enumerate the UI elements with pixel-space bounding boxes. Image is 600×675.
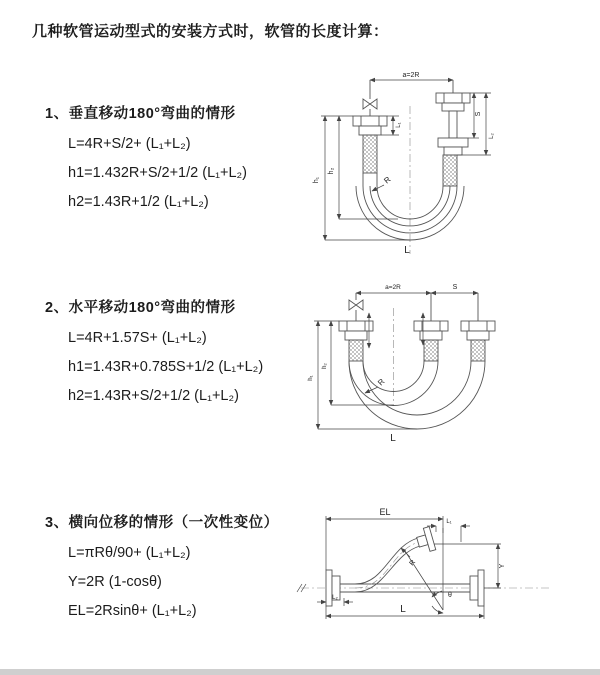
dim-label-h1: h₁ — [308, 375, 314, 381]
page-title: 几种软管运动型式的安装方式时，软管的长度计算： — [32, 23, 389, 40]
left-pipe-assembly — [353, 116, 387, 186]
diagram-horizontal-180-bend — [303, 278, 533, 463]
dim-label-r: R — [376, 377, 387, 388]
dim-label-s: S — [475, 111, 482, 117]
dim-label-el: EL — [379, 507, 391, 517]
dim-label-l2: L₂ — [332, 595, 338, 601]
dim-label-r: R — [408, 558, 418, 568]
right-pipe-assembly — [436, 93, 470, 186]
section-2-formula-h2: h2=1.43R+S/2+1/2 (L₁+L₂) — [68, 388, 239, 404]
section-2 — [45, 296, 263, 404]
section-1-heading: 1、垂直移动180°弯曲的情形 — [45, 106, 236, 122]
dim-label-a2r: a=2R — [385, 284, 401, 291]
dim-label-a2r: a=2R — [402, 72, 420, 79]
page-bottom-edge — [0, 669, 600, 675]
section-1-formula-h1: h1=1.432R+S/2+1/2 (L₁+L₂) — [68, 165, 248, 181]
dim-label-l-total: L — [404, 245, 410, 256]
dim-label-s: S — [452, 284, 458, 291]
section-3-formula-y: Y=2R (1-cosθ) — [68, 574, 162, 590]
right-flange-assembly — [470, 570, 484, 606]
dim-label-y: Y — [499, 563, 506, 569]
section-3 — [45, 511, 279, 619]
dim-label-l2: L₂ — [489, 133, 495, 139]
diagram-vertical-180-bend — [303, 68, 528, 258]
section-3-formula-length: L=πRθ/90+ (L₁+L₂) — [68, 545, 191, 561]
dim-label-h2: h₂ — [328, 167, 335, 175]
section-3-formula-el: EL=2Rsinθ+ (L₁+L₂) — [68, 603, 197, 619]
section-1-formula-length: L=4R+S/2+ (L₁+L₂) — [68, 136, 191, 152]
section-2-formula-h1: h1=1.43R+0.785S+1/2 (L₁+L₂) — [68, 359, 264, 375]
dim-label-theta: θ — [448, 592, 452, 599]
hose-u-bend — [349, 361, 485, 429]
dim-label-l1: L₁ — [446, 519, 452, 525]
dim-l-total — [326, 604, 484, 619]
dim-label-h2: h₂ — [322, 363, 328, 369]
section-1 — [45, 102, 247, 210]
dim-fitting-l1 — [427, 519, 470, 542]
diagram-lateral-displacement — [293, 498, 558, 648]
pipe-assemblies — [339, 321, 495, 361]
section-2-heading: 2、水平移动180°弯曲的情形 — [45, 300, 236, 316]
section-2-formula-length: L=4R+1.57S+ (L₁+L₂) — [68, 330, 207, 346]
valve-icon — [349, 300, 363, 321]
dim-label-l1: L₁ — [396, 122, 402, 128]
dim-fitting-l2 — [317, 595, 353, 606]
section-1-formula-h2: h2=1.43R+1/2 (L₁+L₂) — [68, 194, 209, 210]
radius-leader — [372, 175, 393, 191]
dim-label-l-total: L — [390, 433, 396, 444]
dim-span-top — [356, 284, 478, 321]
dim-label-r: R — [382, 174, 393, 186]
hose-s-curve — [355, 527, 436, 592]
section-3-heading: 3、横向位移的情形（一次性变位） — [45, 515, 279, 531]
valve-icon — [363, 99, 377, 116]
dim-label-l: L — [400, 604, 406, 615]
dim-label-h1: h₁ — [313, 176, 320, 184]
